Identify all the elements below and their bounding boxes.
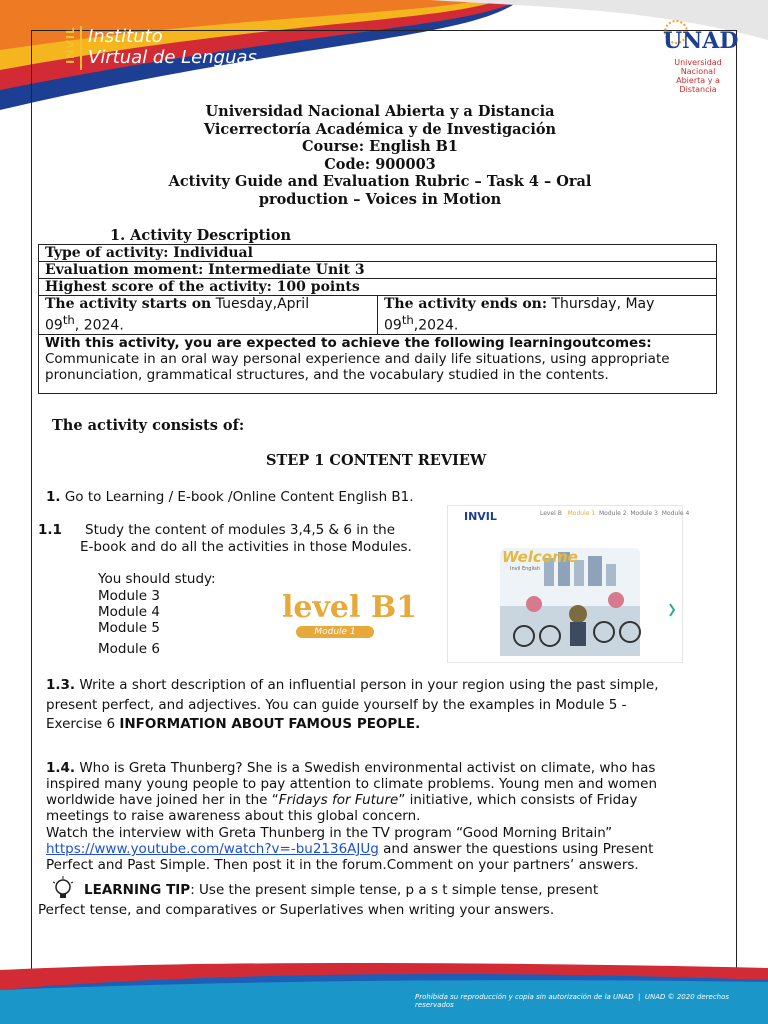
unad-line1: Universidad Nacional: [674, 58, 722, 76]
ebook-tab: Module 4: [661, 510, 690, 517]
end-year: ,2024.: [413, 317, 459, 334]
item-1-4-line2: inspired many young people to pay attention to climate problems. Young men and women: [46, 776, 658, 792]
item-1-3-line2: present perfect, and adjectives. You can guide yourself by the examples in Module 5 -: [46, 697, 627, 713]
svg-text:UNAD: UNAD: [663, 28, 738, 54]
start-label: The activity starts on: [45, 296, 212, 312]
module-item: Module 4: [98, 604, 160, 620]
consists-heading: The activity consists of:: [52, 417, 245, 434]
item-1-text: Go to Learning / E-book /Online Content English B1.: [60, 489, 414, 505]
unad-logo-mark: [658, 18, 738, 54]
item-1-3-num: 1.3.: [46, 677, 76, 693]
ebook-tab: Module 1: [567, 510, 596, 517]
item-1-3-line3: Exercise 6 INFORMATION ABOUT FAMOUS PEOPLE.: [46, 716, 421, 732]
item-1-4-line4: meetings to raise awareness about this global concern.: [46, 808, 421, 824]
item-1-4-line5: Watch the interview with Greta Thunberg in the TV program “Good Morning Britain”: [46, 825, 613, 841]
ebook-screenshot: [447, 505, 690, 663]
invil-line2: Virtual de Lenguas: [88, 47, 257, 68]
start-year: , 2024.: [74, 317, 124, 334]
end-sup: th: [401, 313, 414, 327]
title-line: Code: 900003: [324, 155, 436, 173]
ebook-tab: Module 3: [630, 510, 658, 517]
ebook-tab: Module 2: [598, 510, 627, 517]
title-line: Course: English B1: [301, 138, 459, 155]
activity-end: [378, 296, 717, 335]
invil-vertical-text: INVIL: [64, 26, 77, 64]
item-1-1-line2: E-book and do all the activities in those Modules.: [80, 539, 412, 555]
end-value: Thursday, May: [547, 296, 655, 312]
module-item: Module 5: [98, 620, 160, 636]
ebook-welcome: Welcome: [502, 548, 578, 566]
item-1-4-line3: worldwide have joined her in the “Fridays for Future” initiative, which consists of Friday: [46, 792, 638, 808]
module-item: Module 3: [98, 588, 160, 604]
title-line: Vicerrectoría Académica y de Investigación: [203, 120, 557, 138]
ebook-tabs: [540, 510, 689, 517]
footer-banner: [0, 960, 768, 1024]
title-line: Activity Guide and Evaluation Rubric – Task 4 – Oral: [168, 173, 592, 190]
invil-logo-bar: [80, 26, 82, 70]
item-1: [46, 489, 414, 506]
footer-copy-notice: Prohibida su reproducción y copia sin autorización de la UNAD: [415, 993, 634, 1001]
fridays-for-future: Fridays for Future: [278, 792, 399, 808]
start-value: Tuesday,April: [211, 296, 310, 312]
unad-line2: Abierta y a Distancia: [676, 76, 720, 94]
item-1-1-line1: Study the content of modules 3,4,5 & 6 in the: [85, 522, 396, 538]
footer-rights: UNAD © 2020 derechos reservados: [415, 993, 730, 1009]
module-item: Module 6: [98, 641, 160, 657]
ebook-welcome-sub: Invil English: [510, 566, 541, 572]
step1-heading: STEP 1 CONTENT REVIEW: [266, 452, 487, 469]
outcomes-text: Communicate in an oral way personal experience and daily life situations, using appropriate pronunciation, grammatical structures, and the vocabulary studied in the contents.: [45, 350, 670, 383]
study-heading: You should study:: [98, 571, 216, 587]
invil-logo-text: [88, 26, 257, 68]
famous-people-label: INFORMATION ABOUT FAMOUS PEOPLE.: [119, 716, 421, 732]
title-line: production – Voices in Motion: [258, 190, 502, 208]
learning-tip-line2: Perfect tense, and comparatives or Superlatives when writing your answers.: [38, 902, 555, 918]
activity-type: Type of activity: Individual: [39, 245, 717, 262]
item-1-4-num: 1.4.: [46, 760, 76, 776]
evaluation-moment: Evaluation moment: Intermediate Unit 3: [39, 262, 717, 279]
item-1-4-line1: 1.4. Who is Greta Thunberg? She is a Swedish environmental activist on climate, who has: [46, 760, 656, 776]
end-label: The activity ends on:: [384, 296, 548, 312]
document-title: [80, 103, 680, 208]
footer-notice: Prohibida su reproducción y copia sin autorización de la UNAD | UNAD © 2020 derechos reservados: [415, 993, 730, 1009]
title-line: Universidad Nacional Abierta y a Distancia: [205, 103, 555, 120]
outcomes-heading: With this activity, you are expected to achieve the following learningoutcomes:: [45, 334, 652, 351]
item-1-1-num: 1.1: [38, 522, 62, 538]
item-1-4-line6: https://www.youtube.com/watch?v=-bu2136AJUg and answer the questions using Present: [46, 841, 654, 857]
level-module-badge: Module 1: [296, 626, 374, 638]
unad-logo: [658, 18, 738, 94]
invil-line1: Instituto: [88, 26, 163, 47]
ebook-invil-logo: INVIL: [464, 510, 497, 523]
youtube-link[interactable]: https://www.youtube.com/watch?v=-bu2136AJUg: [46, 841, 379, 857]
activity-info-table: [38, 244, 717, 394]
level-b1-logo: level B1: [282, 590, 418, 625]
learning-outcomes: [39, 334, 717, 393]
item-1-3-line1: 1.3. Write a short description of an influential person in your region using the past simple,: [46, 677, 659, 693]
activity-start: [39, 296, 378, 335]
start-day: 09: [45, 317, 63, 334]
end-day: 09: [384, 317, 402, 334]
ebook-tab: Level B: [540, 510, 562, 517]
learning-tip-label: LEARNING TIP: [84, 882, 191, 898]
item-1-4-line7: Perfect and Past Simple. Then post it in the forum.Comment on your partners’ answers.: [46, 857, 639, 873]
learning-tip-line1: LEARNING TIP: Use the present simple tense, p a s t simple tense, present: [84, 882, 599, 898]
lightbulb-icon: [52, 876, 74, 902]
item-1-num: 1.: [46, 489, 61, 505]
section-heading: 1. Activity Description: [110, 227, 292, 244]
highest-score: Highest score of the activity: 100 points: [39, 279, 717, 296]
start-sup: th: [62, 313, 75, 327]
